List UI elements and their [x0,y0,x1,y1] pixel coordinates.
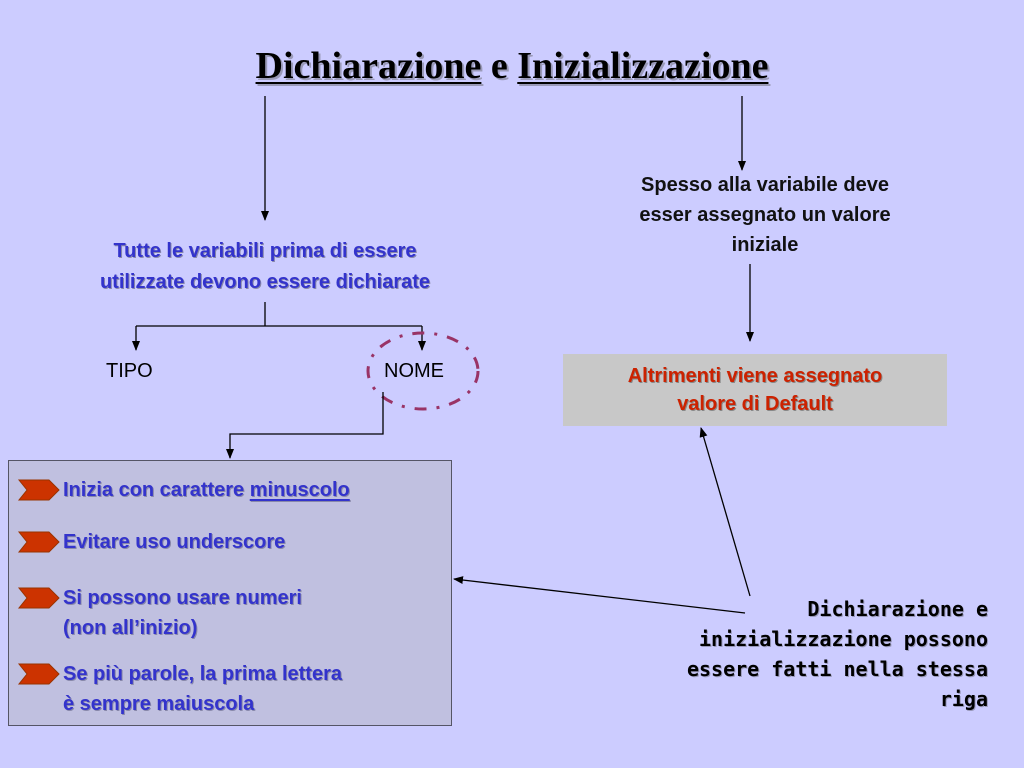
arrow-bullet-icon [17,587,61,609]
same-line-note [628,594,988,714]
rule-line: è sempre maiuscola [63,693,255,715]
initialization-statement [590,170,940,260]
rule-text: Evitare uso underscore [63,531,286,553]
arrow-bullet-icon [17,479,61,501]
rule-text [63,475,350,505]
title-joiner: e [490,45,508,87]
initialization-line: Spesso alla variabile deve [641,174,889,196]
default-value-box [563,354,947,426]
note-line: essere fatti nella stessa [686,657,988,681]
rule-line: Si possono usare numeri [63,587,302,609]
rule-text-main: Inizia con carattere [63,479,250,501]
arrow-note-to-default [701,428,750,596]
initialization-line: iniziale [731,234,799,256]
note-line: riga [939,687,988,711]
default-line: valore di Default [677,393,833,415]
declaration-line: utilizzate devono essere dichiarate [99,271,431,293]
branch-tipo: TIPO [106,360,153,382]
title-word-dichiarazione: Dichiarazione [255,45,482,87]
naming-rules-box [8,460,452,726]
declaration-statement [40,236,490,298]
note-line: inizializzazione possono [699,627,988,651]
rule-text [63,659,342,719]
arrow-bullet-icon [17,531,61,553]
arrow-bullet-icon [17,663,61,685]
note-line: Dichiarazione e [807,597,988,621]
default-line: Altrimenti viene assegnato [627,365,883,387]
arrow-nome-to-rules [230,392,383,458]
title-word-inizializzazione: Inizializzazione [517,45,769,87]
branch-nome: NOME [384,360,444,382]
rule-line: Se più parole, la prima lettera [63,663,342,685]
rule-emphasis-minuscolo: minuscolo [249,479,350,501]
declaration-line: Tutte le variabili prima di essere [113,240,417,262]
page-title [0,44,1024,88]
rule-text [63,583,302,643]
initialization-line: esser assegnato un valore [639,204,891,226]
rule-line: (non all’inizio) [63,617,198,639]
